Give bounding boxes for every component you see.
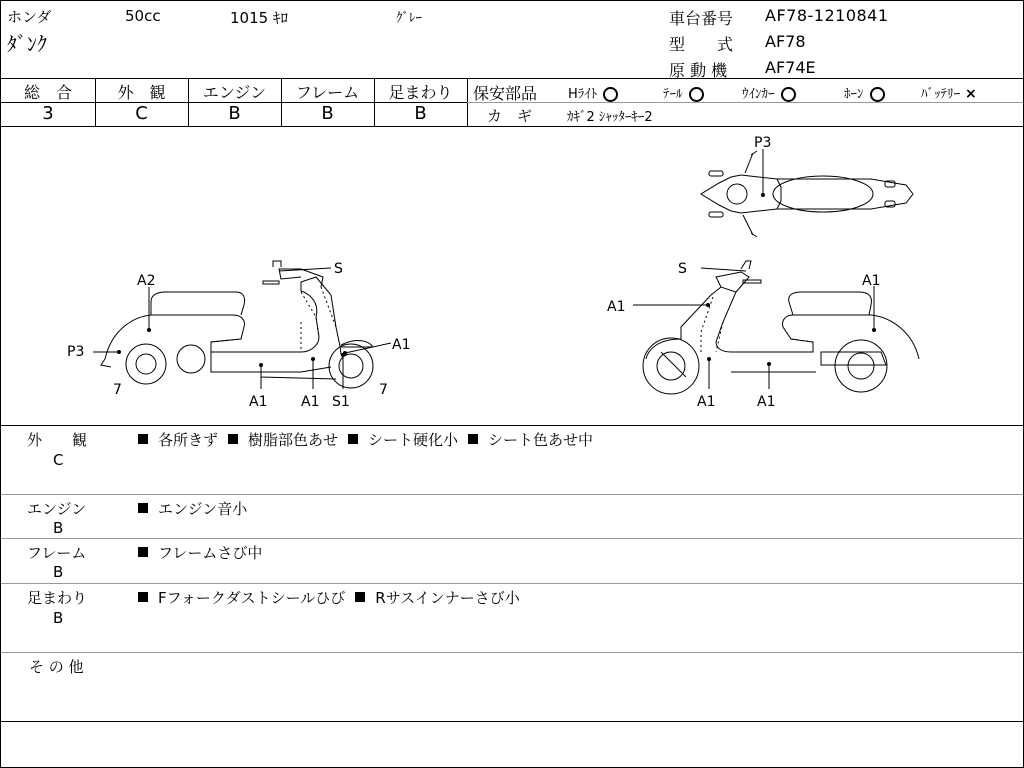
label-a1-right-front: A1 xyxy=(607,299,626,315)
safety-item-horn: ﾎｰﾝ xyxy=(844,83,885,102)
leader-lines xyxy=(93,149,874,389)
square-bullet-icon xyxy=(228,434,238,444)
label-s1-left-bottom: S1 xyxy=(332,394,350,410)
body-color: ｸﾞﾚｰ xyxy=(396,11,422,26)
label-7-left-rear: 7 xyxy=(113,382,122,398)
suspension-grade: B xyxy=(414,103,427,124)
remark-item: 各所きず xyxy=(138,429,218,450)
remark-item: Rサスインナーさび小 xyxy=(355,587,520,608)
label-a1-right-bottom-1: A1 xyxy=(697,394,716,410)
label-a1-right-rear: A1 xyxy=(862,273,881,289)
grade-table-top-line xyxy=(1,78,1023,79)
frame-grade: B xyxy=(321,103,334,124)
engine-grade-label: エンジン xyxy=(202,83,267,102)
square-bullet-icon xyxy=(138,434,148,444)
maker: ホンダ xyxy=(7,8,52,26)
remark-exterior-grade: C xyxy=(53,451,64,469)
remark-item: シート色あせ中 xyxy=(468,429,593,450)
remark-engine-title: エンジン xyxy=(27,500,87,518)
safety-item-tail: ﾃｰﾙ xyxy=(663,83,704,102)
exterior-grade: C xyxy=(135,103,148,124)
ok-circle-icon xyxy=(689,87,704,102)
label-a1-left-bottom-2: A1 xyxy=(301,394,320,410)
remarks-bottom-line xyxy=(1,721,1023,722)
remark-engine-grade: B xyxy=(53,519,64,537)
remark-engine-items xyxy=(138,498,257,519)
square-bullet-icon xyxy=(355,592,365,602)
label-p3-top: P3 xyxy=(754,135,772,151)
ng-cross-icon: × xyxy=(965,86,977,102)
frame-no: AF78-1210841 xyxy=(765,6,889,25)
engine-label: 原 動 機 xyxy=(669,61,728,80)
label-p3-left: P3 xyxy=(67,344,85,360)
label-a1-left-bottom-1: A1 xyxy=(249,394,268,410)
remark-exterior-title: 外 観 xyxy=(27,431,88,449)
key-value: ｶｷﾞ2 ｼｬｯﾀｰｷｰ2 xyxy=(567,110,653,125)
type-label: 型 式 xyxy=(669,35,734,54)
total-grade-label: 総 合 xyxy=(23,83,72,102)
damage-diagram xyxy=(1,127,1023,425)
scooter-top-view xyxy=(701,151,913,237)
remark-frame-items xyxy=(138,542,272,563)
remark-frame-title: フレーム xyxy=(27,544,87,562)
ok-circle-icon xyxy=(870,87,885,102)
safety-item-headlight: Hﾗｲﾄ xyxy=(568,83,618,102)
square-bullet-icon xyxy=(138,592,148,602)
label-a1-left-front: A1 xyxy=(392,337,411,353)
remark-item: Fフォークダストシールひび xyxy=(138,587,345,608)
safety-parts-label: 保安部品 xyxy=(473,84,538,103)
type-value: AF78 xyxy=(765,32,806,51)
remark-item: 樹脂部色あせ xyxy=(228,429,338,450)
square-bullet-icon xyxy=(138,547,148,557)
engine-value: AF74E xyxy=(765,58,816,77)
model-name: ﾀﾞﾝｸ xyxy=(7,32,47,56)
safety-item-winker: ｳｲﾝｶｰ xyxy=(742,83,796,102)
mileage: 1015 ｷﾛ xyxy=(230,9,288,27)
label-s-left: S xyxy=(334,261,343,277)
total-grade: 3 xyxy=(42,103,54,124)
ok-circle-icon xyxy=(781,87,796,102)
exterior-grade-label: 外 観 xyxy=(117,83,166,102)
frame-grade-label: フレーム xyxy=(295,83,360,102)
remark-other-title: そ の 他 xyxy=(29,658,84,676)
remark-item: フレームさび中 xyxy=(138,542,262,563)
square-bullet-icon xyxy=(468,434,478,444)
displacement: 50cc xyxy=(125,7,161,25)
label-s-right: S xyxy=(678,261,687,277)
suspension-grade-label: 足まわり xyxy=(388,83,453,102)
remark-item: エンジン音小 xyxy=(138,498,247,519)
frame-no-label: 車台番号 xyxy=(669,9,734,28)
label-a1-right-bottom-2: A1 xyxy=(757,394,776,410)
key-label: カ ギ xyxy=(487,107,533,125)
remark-exterior-items xyxy=(138,429,603,450)
square-bullet-icon xyxy=(138,503,148,513)
square-bullet-icon xyxy=(348,434,358,444)
remark-suspension-grade: B xyxy=(53,609,64,627)
remarks-top-line xyxy=(1,425,1023,426)
label-7-left-front: 7 xyxy=(379,382,388,398)
remark-item: シート硬化小 xyxy=(348,429,458,450)
ok-circle-icon xyxy=(603,87,618,102)
label-a2-left: A2 xyxy=(137,273,156,289)
remark-frame-grade: B xyxy=(53,563,64,581)
remark-suspension-items xyxy=(138,587,530,608)
engine-grade: B xyxy=(228,103,241,124)
remark-suspension-title: 足まわり xyxy=(27,589,88,607)
safety-item-battery: ﾊﾞｯﾃﾘｰ × xyxy=(921,86,977,102)
